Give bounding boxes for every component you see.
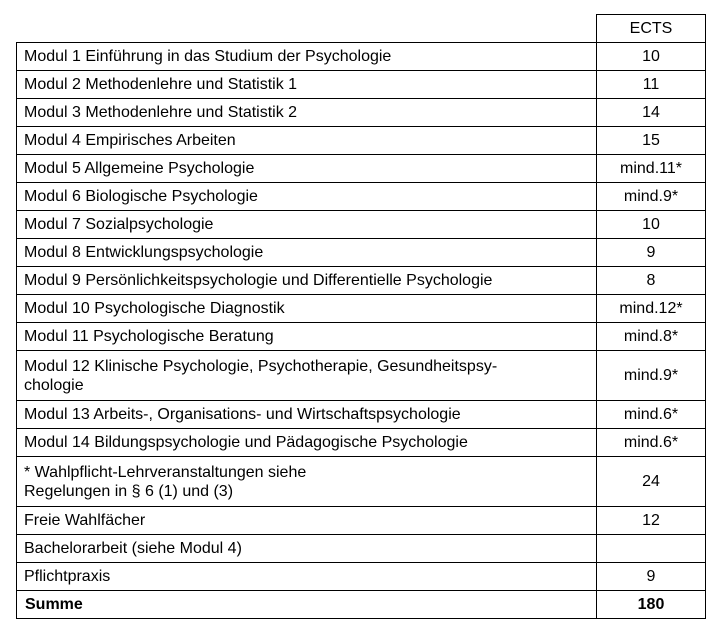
table-row: [17, 351, 706, 401]
module-label: Modul 8 Entwicklungspsychologie: [17, 239, 597, 267]
ects-value: [597, 535, 706, 563]
module-label: Modul 3 Methodenlehre und Statistik 2: [17, 99, 597, 127]
ects-value: 10: [597, 43, 706, 71]
table-row: [17, 267, 706, 295]
ects-value: 9: [597, 563, 706, 591]
table-row: [17, 563, 706, 591]
module-label: Modul 12 Klinische Psychologie, Psychotherapie, Gesundheitspsy- chologie: [17, 351, 597, 401]
table-row: [17, 71, 706, 99]
module-label: Modul 11 Psychologische Beratung: [17, 323, 597, 351]
module-label: Modul 1 Einführung in das Studium der Psychologie: [17, 43, 597, 71]
footnote-label: * Wahlpflicht-Lehrveranstaltungen siehe Regelungen in § 6 (1) und (3): [17, 457, 597, 507]
table-row: [17, 535, 706, 563]
total-row: [17, 591, 706, 619]
table-row: [17, 211, 706, 239]
module-label: Modul 14 Bildungspsychologie und Pädagogische Psychologie: [17, 429, 597, 457]
ects-value: mind.6*: [597, 401, 706, 429]
table-row: [17, 323, 706, 351]
table-header-row: [17, 15, 706, 43]
ects-value: 14: [597, 99, 706, 127]
total-value: 180: [597, 591, 706, 619]
table-row: [17, 457, 706, 507]
ects-value: mind.9*: [597, 183, 706, 211]
table-row: [17, 99, 706, 127]
module-label: Modul 9 Persönlichkeitspsychologie und Differentielle Psychologie: [17, 267, 597, 295]
ects-value: mind.9*: [597, 351, 706, 401]
ects-value: 10: [597, 211, 706, 239]
ects-value: mind.11*: [597, 155, 706, 183]
table-row: [17, 43, 706, 71]
module-label: Bachelorarbeit (siehe Modul 4): [17, 535, 597, 563]
ects-column-header: ECTS: [597, 15, 706, 43]
table-row: [17, 239, 706, 267]
table-row: [17, 155, 706, 183]
module-label: Modul 2 Methodenlehre und Statistik 1: [17, 71, 597, 99]
table-row: [17, 183, 706, 211]
ects-value: mind.8*: [597, 323, 706, 351]
module-label: Modul 5 Allgemeine Psychologie: [17, 155, 597, 183]
ects-value: 12: [597, 507, 706, 535]
header-blank-cell: [17, 15, 597, 43]
ects-value: 24: [597, 457, 706, 507]
ects-value: mind.6*: [597, 429, 706, 457]
module-label: Modul 10 Psychologische Diagnostik: [17, 295, 597, 323]
module-label: Pflichtpraxis: [17, 563, 597, 591]
ects-value: 9: [597, 239, 706, 267]
table-row: [17, 507, 706, 535]
ects-value: mind.12*: [597, 295, 706, 323]
ects-value: 15: [597, 127, 706, 155]
table-row: [17, 429, 706, 457]
module-label: Modul 13 Arbeits-, Organisations- und Wirtschaftspsychologie: [17, 401, 597, 429]
table-row: [17, 401, 706, 429]
table-row: [17, 127, 706, 155]
ects-value: 11: [597, 71, 706, 99]
ects-table: [16, 14, 706, 619]
module-label: Freie Wahlfächer: [17, 507, 597, 535]
module-label: Modul 7 Sozialpsychologie: [17, 211, 597, 239]
ects-value: 8: [597, 267, 706, 295]
module-label: Modul 4 Empirisches Arbeiten: [17, 127, 597, 155]
module-label: Modul 6 Biologische Psychologie: [17, 183, 597, 211]
table-row: [17, 295, 706, 323]
total-label: Summe: [17, 591, 597, 619]
